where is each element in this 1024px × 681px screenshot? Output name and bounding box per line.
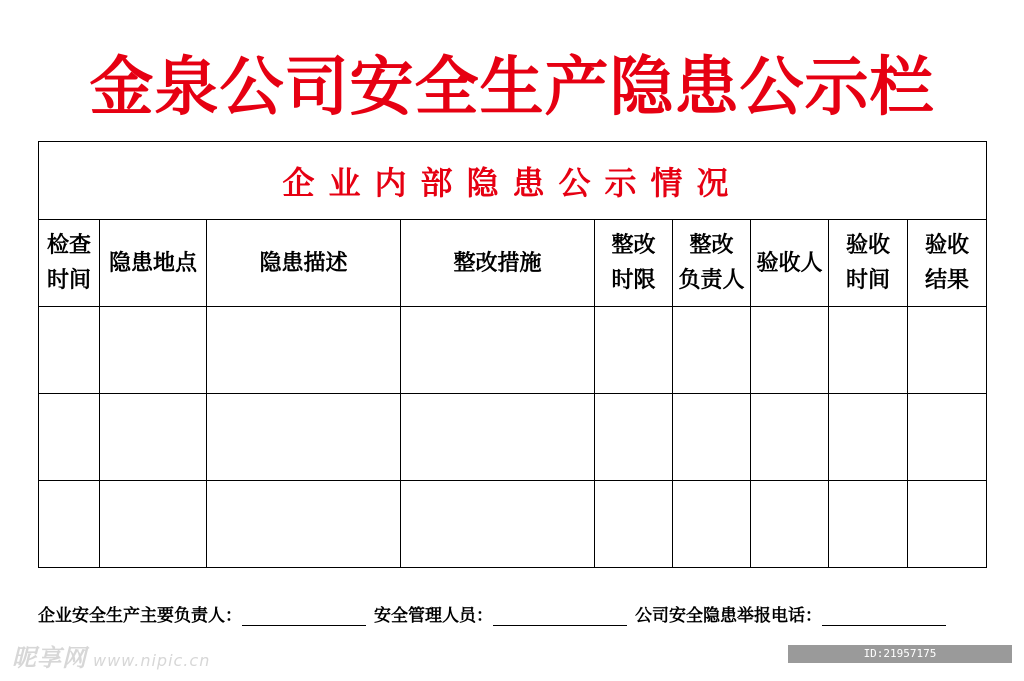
table-cell xyxy=(673,307,751,394)
table-cell xyxy=(401,481,595,568)
column-header-inspector: 验收人 xyxy=(751,220,829,307)
table-cell xyxy=(100,481,207,568)
main-responsible-line xyxy=(242,603,366,626)
table-subtitle: 企业内部隐患公示情况 xyxy=(39,142,987,220)
table-cell xyxy=(207,394,401,481)
table-cell xyxy=(751,307,829,394)
table-cell xyxy=(751,481,829,568)
column-header-rectify-owner: 整改 负责人 xyxy=(673,220,751,307)
column-header-measures: 整改措施 xyxy=(401,220,595,307)
table-cell xyxy=(39,307,100,394)
table-cell xyxy=(829,307,908,394)
main-responsible-label: 企业安全生产主要负责人： xyxy=(38,606,242,626)
column-header-check-time: 检查 时间 xyxy=(39,220,100,307)
watermark-url: www.nipic.cn xyxy=(93,651,211,670)
table-cell xyxy=(100,394,207,481)
column-header-description: 隐患描述 xyxy=(207,220,401,307)
table-cell xyxy=(829,394,908,481)
image-id-label: ID:21957175 NO:20210624095508217121 xyxy=(788,645,1012,663)
table-cell xyxy=(39,481,100,568)
watermark-brand: 昵享网 xyxy=(12,644,87,672)
safety-manager-line xyxy=(493,603,627,626)
table-cell xyxy=(595,394,673,481)
table-cell xyxy=(908,307,987,394)
hazard-table xyxy=(38,141,987,568)
table-cell xyxy=(207,307,401,394)
table-cell xyxy=(100,307,207,394)
table-cell xyxy=(751,394,829,481)
report-phone-label: 公司安全隐患举报电话： xyxy=(635,606,822,626)
table-cell xyxy=(908,394,987,481)
table-cell xyxy=(595,307,673,394)
table-cell xyxy=(401,307,595,394)
table-row xyxy=(39,394,987,481)
table-cell xyxy=(595,481,673,568)
table-cell xyxy=(829,481,908,568)
table-row xyxy=(39,307,987,394)
table-cell xyxy=(207,481,401,568)
column-header-accept-time: 验收 时间 xyxy=(829,220,908,307)
column-header-accept-result: 验收 结果 xyxy=(908,220,987,307)
column-header-deadline: 整改 时限 xyxy=(595,220,673,307)
table-cell xyxy=(908,481,987,568)
watermark xyxy=(12,638,210,673)
table-cell xyxy=(673,481,751,568)
page-title: 金泉公司安全生产隐患公示栏 xyxy=(89,51,935,125)
safety-manager-label: 安全管理人员： xyxy=(374,606,493,626)
table-cell xyxy=(401,394,595,481)
table-cell xyxy=(673,394,751,481)
table-row xyxy=(39,481,987,568)
report-phone-line xyxy=(822,603,946,626)
column-header-location: 隐患地点 xyxy=(100,220,207,307)
signature-footer xyxy=(38,596,990,626)
table-cell xyxy=(39,394,100,481)
